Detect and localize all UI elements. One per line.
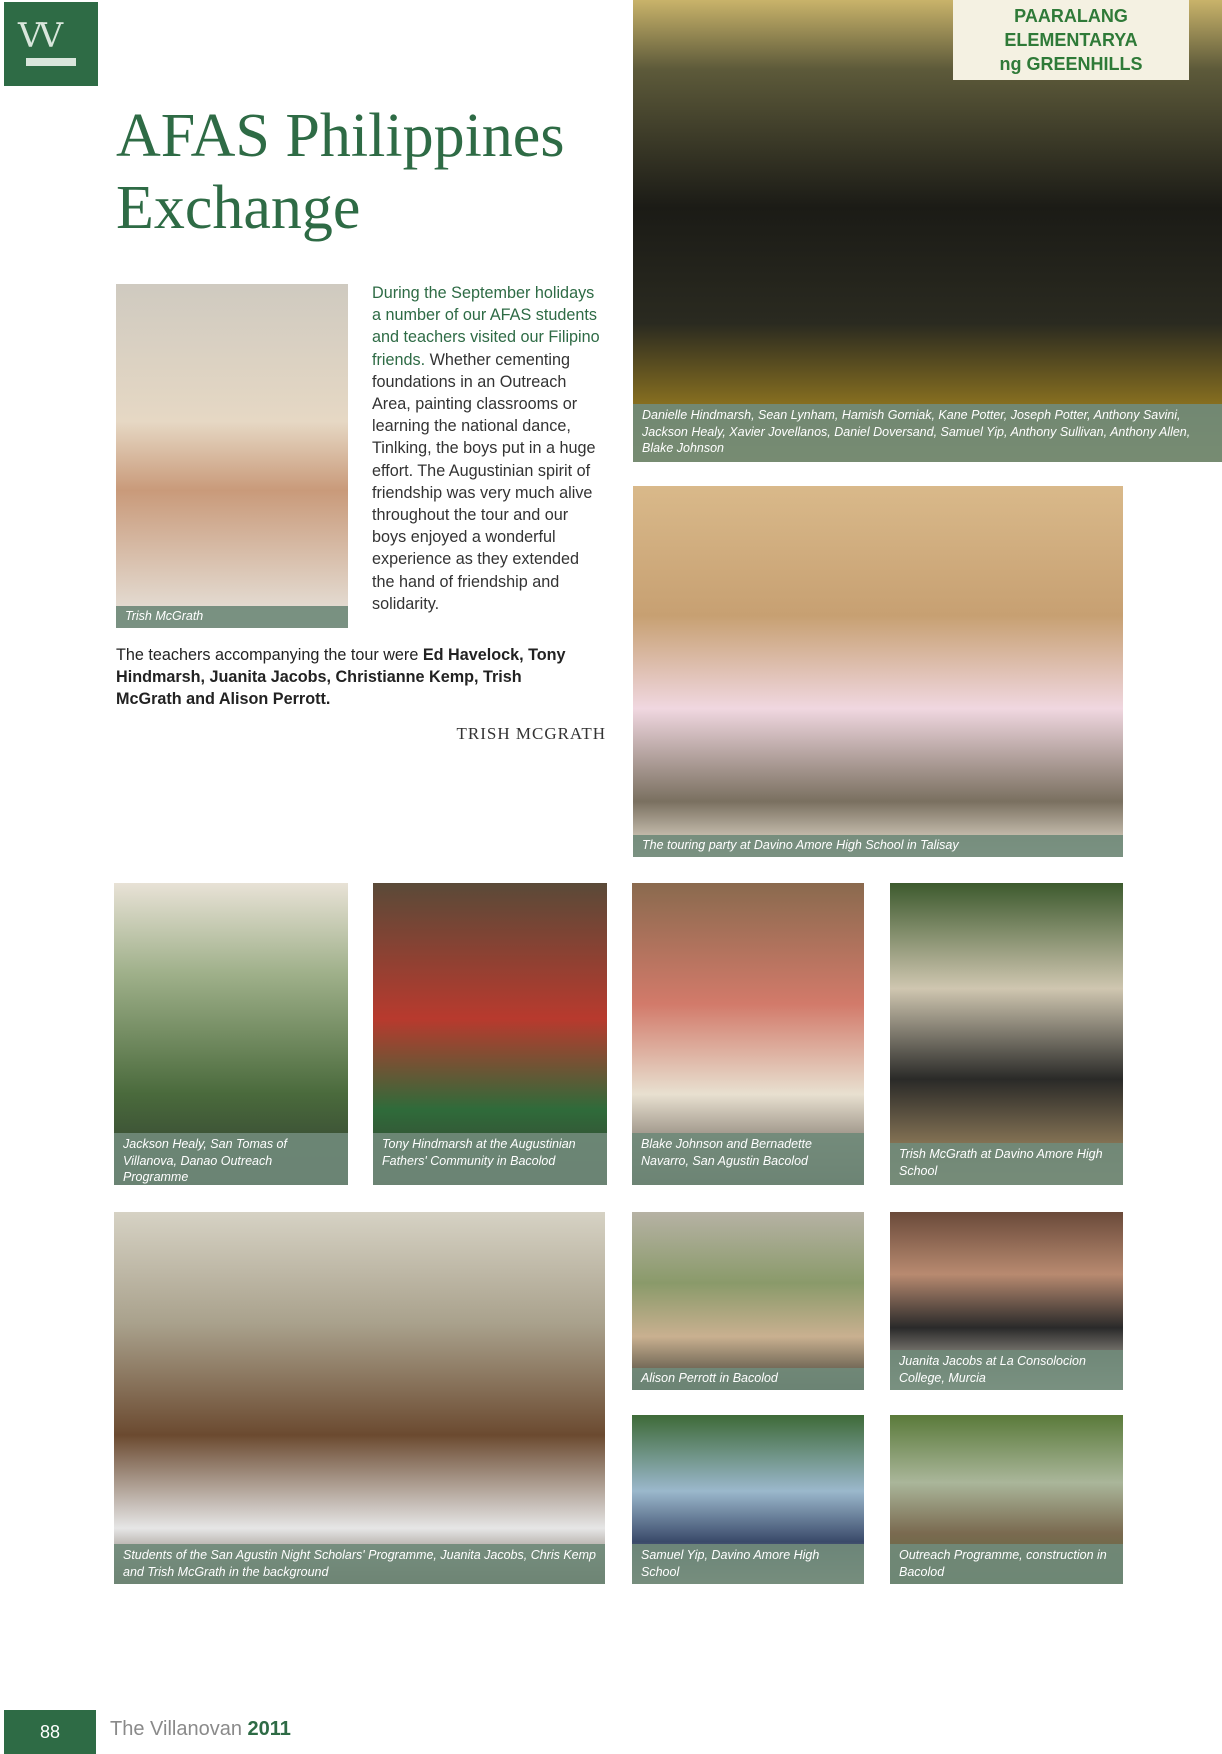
photo-samuel-yip-caption: Samuel Yip, Davino Amore High School bbox=[632, 1544, 864, 1584]
group-photo-middle-image bbox=[633, 486, 1123, 857]
group-photo-middle-caption: The touring party at Davino Amore High School in Talisay bbox=[633, 835, 1123, 858]
sign-text-1: PAARALANG ELEMENTARYA bbox=[1004, 6, 1138, 50]
page-number: 88 bbox=[4, 1710, 96, 1754]
photo-trish-mcgrath-davino-caption: Trish McGrath at Davino Amore High School bbox=[890, 1143, 1123, 1185]
photo-outreach-construction-caption: Outreach Programme, construction in Bacolod bbox=[890, 1544, 1123, 1584]
group-photo-top bbox=[633, 0, 1222, 462]
photo-night-scholars bbox=[114, 1212, 605, 1584]
photo-alison-perrott-image bbox=[632, 1212, 864, 1390]
portrait-image bbox=[116, 284, 348, 628]
footer-publication bbox=[110, 1718, 291, 1741]
portrait-photo bbox=[116, 284, 348, 628]
photo-jackson-healy-caption: Jackson Healy, San Tomas of Villanova, Danao Outreach Programme bbox=[114, 1133, 348, 1185]
photo-night-scholars-caption: Students of the San Agustin Night Scholars' Programme, Juanita Jacobs, Chris Kemp and Trish McGrath in the background bbox=[114, 1544, 605, 1584]
sign-text-2: ng GREENHILLS bbox=[999, 54, 1143, 74]
photo-trish-mcgrath-davino bbox=[890, 883, 1123, 1185]
photo-jackson-healy bbox=[114, 883, 348, 1185]
school-sign bbox=[953, 0, 1189, 80]
photo-trish-mcgrath-davino-image bbox=[890, 883, 1123, 1185]
teachers-prefix: The teachers accompanying the tour were bbox=[116, 646, 423, 664]
footer-publication-name: The Villanovan bbox=[110, 1718, 242, 1740]
school-logo bbox=[4, 2, 98, 86]
photo-juanita-jacobs bbox=[890, 1212, 1123, 1390]
author-byline: TRISH MCGRATH bbox=[456, 724, 606, 743]
page-title bbox=[116, 100, 616, 244]
portrait-caption: Trish McGrath bbox=[116, 606, 348, 629]
intro-body: Whether cementing foundations in an Outreach Area, painting classrooms or learning the national dance, Tinlking, the boys put in a huge effort. The Augustinian spirit of friendship was very much alive throughout the tour and our boys enjoyed a wonderful experience as they extended the hand of friendship and solidarity. bbox=[372, 350, 596, 613]
group-photo-top-caption: Danielle Hindmarsh, Sean Lynham, Hamish Gorniak, Kane Potter, Joseph Potter, Anthony Savini, Jackson Healy, Xavier Jovellanos, Daniel Doversand, Samuel Yip, Anthony Sullivan, Anthony Allen, Blake Johnson bbox=[633, 404, 1222, 462]
teachers-paragraph bbox=[116, 644, 566, 711]
footer-year: 2011 bbox=[247, 1718, 291, 1740]
title-line-2: Exchange bbox=[116, 174, 361, 242]
logo-ribbon bbox=[26, 58, 76, 66]
photo-blake-johnson bbox=[632, 883, 864, 1185]
teachers-names: Ed Havelock, Tony Hindmarsh, Juanita Jacobs, Christianne Kemp, Trish McGrath and Alison Perrott. bbox=[116, 646, 566, 709]
photo-tony-hindmarsh-caption: Tony Hindmarsh at the Augustinian Fathers' Community in Bacolod bbox=[373, 1133, 607, 1185]
photo-alison-perrott-caption: Alison Perrott in Bacolod bbox=[632, 1368, 864, 1391]
intro-paragraph bbox=[372, 282, 604, 615]
photo-samuel-yip bbox=[632, 1415, 864, 1584]
photo-outreach-construction bbox=[890, 1415, 1123, 1584]
photo-alison-perrott bbox=[632, 1212, 864, 1390]
photo-night-scholars-image bbox=[114, 1212, 605, 1584]
group-photo-middle bbox=[633, 486, 1123, 857]
intro-lead: During the September holidays a number of our AFAS students and teachers visited our Filipino friends. bbox=[372, 284, 600, 369]
photo-juanita-jacobs-caption: Juanita Jacobs at La Consolocion College, Murcia bbox=[890, 1350, 1123, 1390]
logo-mark: VV bbox=[18, 16, 60, 56]
photo-tony-hindmarsh bbox=[373, 883, 607, 1185]
photo-blake-johnson-caption: Blake Johnson and Bernadette Navarro, San Agustin Bacolod bbox=[632, 1133, 864, 1185]
title-line-1: AFAS Philippines bbox=[116, 102, 565, 170]
